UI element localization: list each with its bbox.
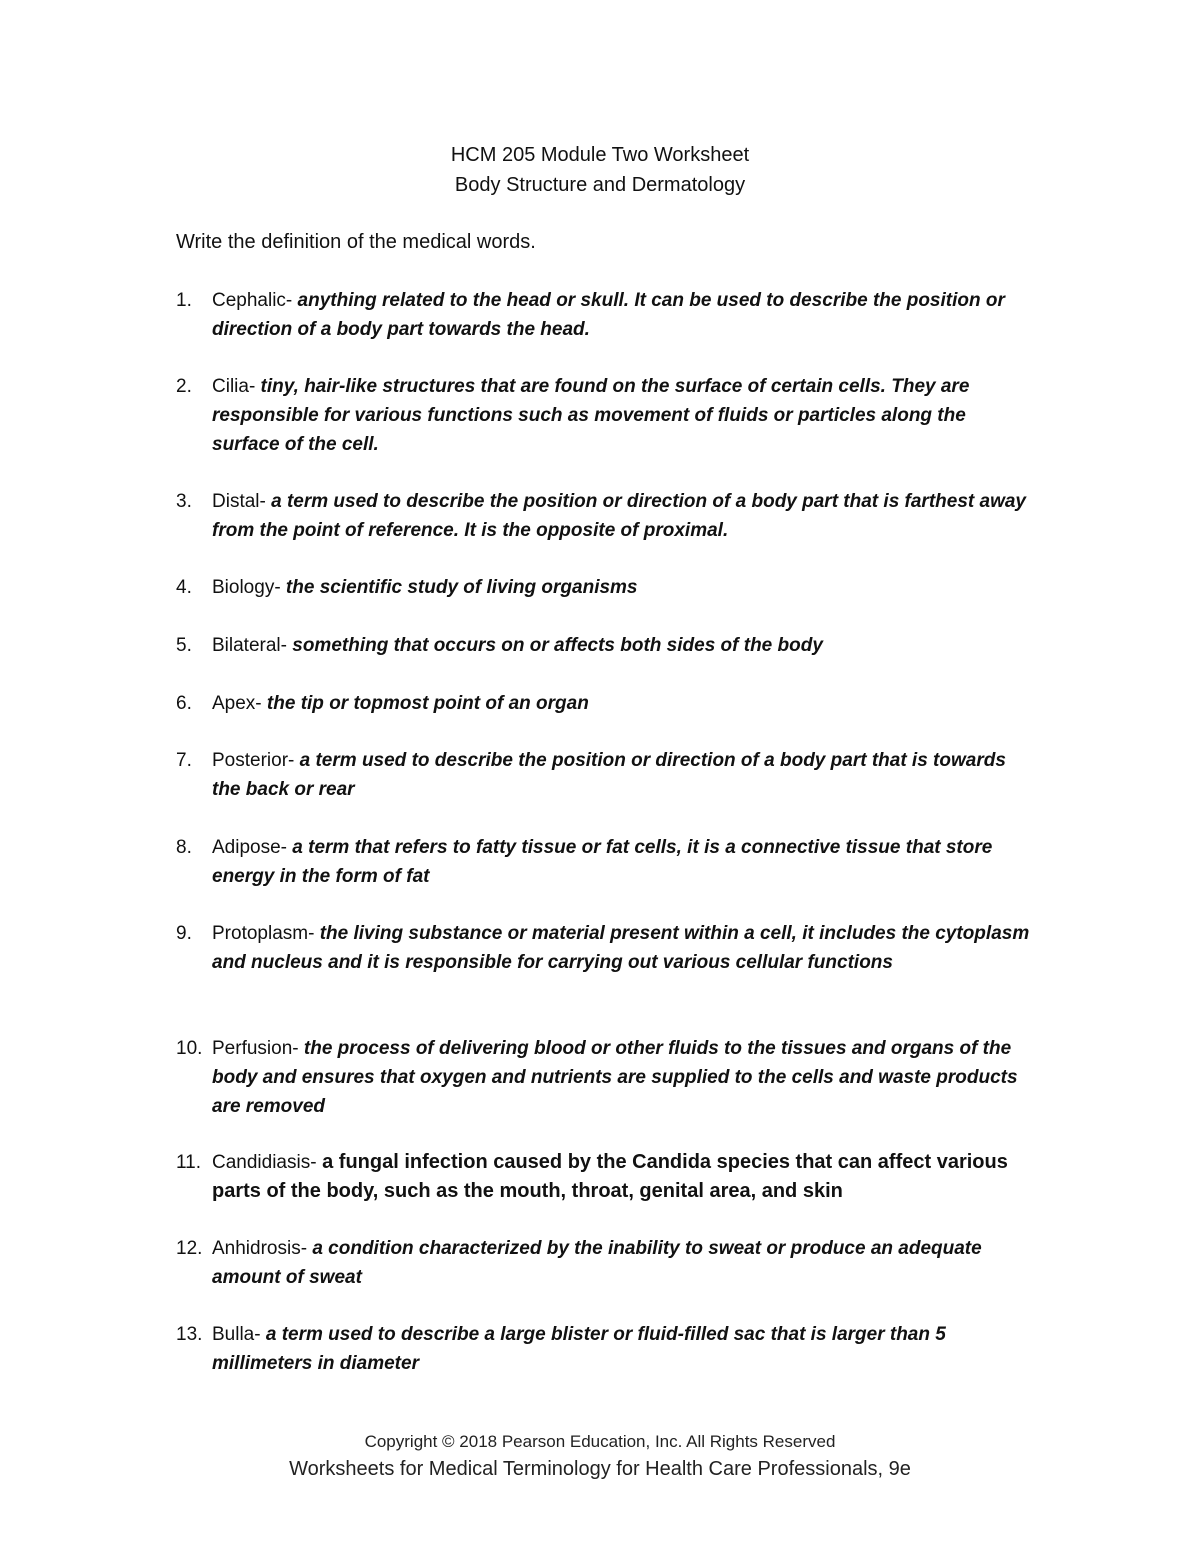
item-number: 12. xyxy=(176,1238,203,1259)
item-term: Candidiasis- xyxy=(212,1152,317,1173)
item-number: 1. xyxy=(176,290,192,311)
item-term: Perfusion- xyxy=(212,1038,299,1059)
item-term: Posterior- xyxy=(212,750,295,771)
instruction-text: Write the definition of the medical words. xyxy=(176,231,536,253)
item-number: 5. xyxy=(176,635,192,656)
document-subtitle: Body Structure and Dermatology xyxy=(454,174,746,196)
item-definition: a term used to describe the position or direction of a body part that is farthest away from the point of reference. It is the opposite of proximal. xyxy=(212,491,1026,541)
item-number: 9. xyxy=(176,923,192,944)
item-term: Biology- xyxy=(212,577,281,598)
item-term: Protoplasm- xyxy=(212,923,315,944)
item-term: Adipose- xyxy=(212,837,287,858)
item-term: Bilateral- xyxy=(212,635,287,656)
item-definition: a fungal infection caused by the Candida species that can affect various parts of the body, such as the mouth, throat, genital area, and skin xyxy=(212,1151,1008,1202)
item-number: 10. xyxy=(176,1038,203,1059)
copyright-notice: Copyright © 2018 Pearson Education, Inc. All Rights Reserved xyxy=(364,1432,836,1451)
item-number: 11. xyxy=(176,1152,202,1173)
item-number: 7. xyxy=(176,750,192,771)
item-definition: the process of delivering blood or other fluids to the tissues and organs of the body and ensures that oxygen and nutrients are supplied to the cells and waste products are removed xyxy=(212,1038,1018,1117)
item-term: Anhidrosis- xyxy=(212,1238,308,1259)
item-definition: tiny, hair-like structures that are found on the surface of certain cells. They are responsible for various functions such as movement of fluids or particles along the surface of the cell. xyxy=(212,376,970,455)
item-number: 13. xyxy=(176,1324,203,1345)
item-definition: a term used to describe a large blister or fluid-filled sac that is larger than 5 millimeters in diameter xyxy=(212,1324,946,1374)
book-title: Worksheets for Medical Terminology for Health Care Professionals, 9e xyxy=(289,1458,911,1480)
item-number: 8. xyxy=(176,837,192,858)
item-definition: a term that refers to fatty tissue or fat cells, it is a connective tissue that store energy in the form of fat xyxy=(212,837,993,887)
item-definition: the living substance or material present within a cell, it includes the cytoplasm and nucleus and it is responsible for carrying out various cellular functions xyxy=(212,923,1030,973)
item-number: 3. xyxy=(176,491,192,512)
document-title: HCM 205 Module Two Worksheet xyxy=(450,144,750,166)
item-definition: anything related to the head or skull. It can be used to describe the position or direction of a body part towards the head. xyxy=(212,290,1005,340)
item-definition: something that occurs on or affects both sides of the body xyxy=(286,635,823,656)
item-definition: the tip or topmost point of an organ xyxy=(261,693,589,714)
item-term: Cilia- xyxy=(212,376,256,397)
item-number: 2. xyxy=(176,376,192,397)
item-definition: a term used to describe the position or direction of a body part that is towards the back or rear xyxy=(212,750,1006,800)
page-footer xyxy=(0,1430,1200,1484)
item-number: 6. xyxy=(176,693,192,714)
item-term: Distal- xyxy=(212,491,266,512)
document-header xyxy=(0,140,1200,200)
item-definition: the scientific study of living organisms xyxy=(280,577,638,598)
item-definition: a condition characterized by the inability to sweat or produce an adequate amount of sweat xyxy=(212,1238,982,1288)
item-term: Bulla- xyxy=(212,1324,261,1345)
item-term: Apex- xyxy=(212,693,262,714)
item-term: Cephalic- xyxy=(212,290,293,311)
item-number: 4. xyxy=(176,577,192,598)
